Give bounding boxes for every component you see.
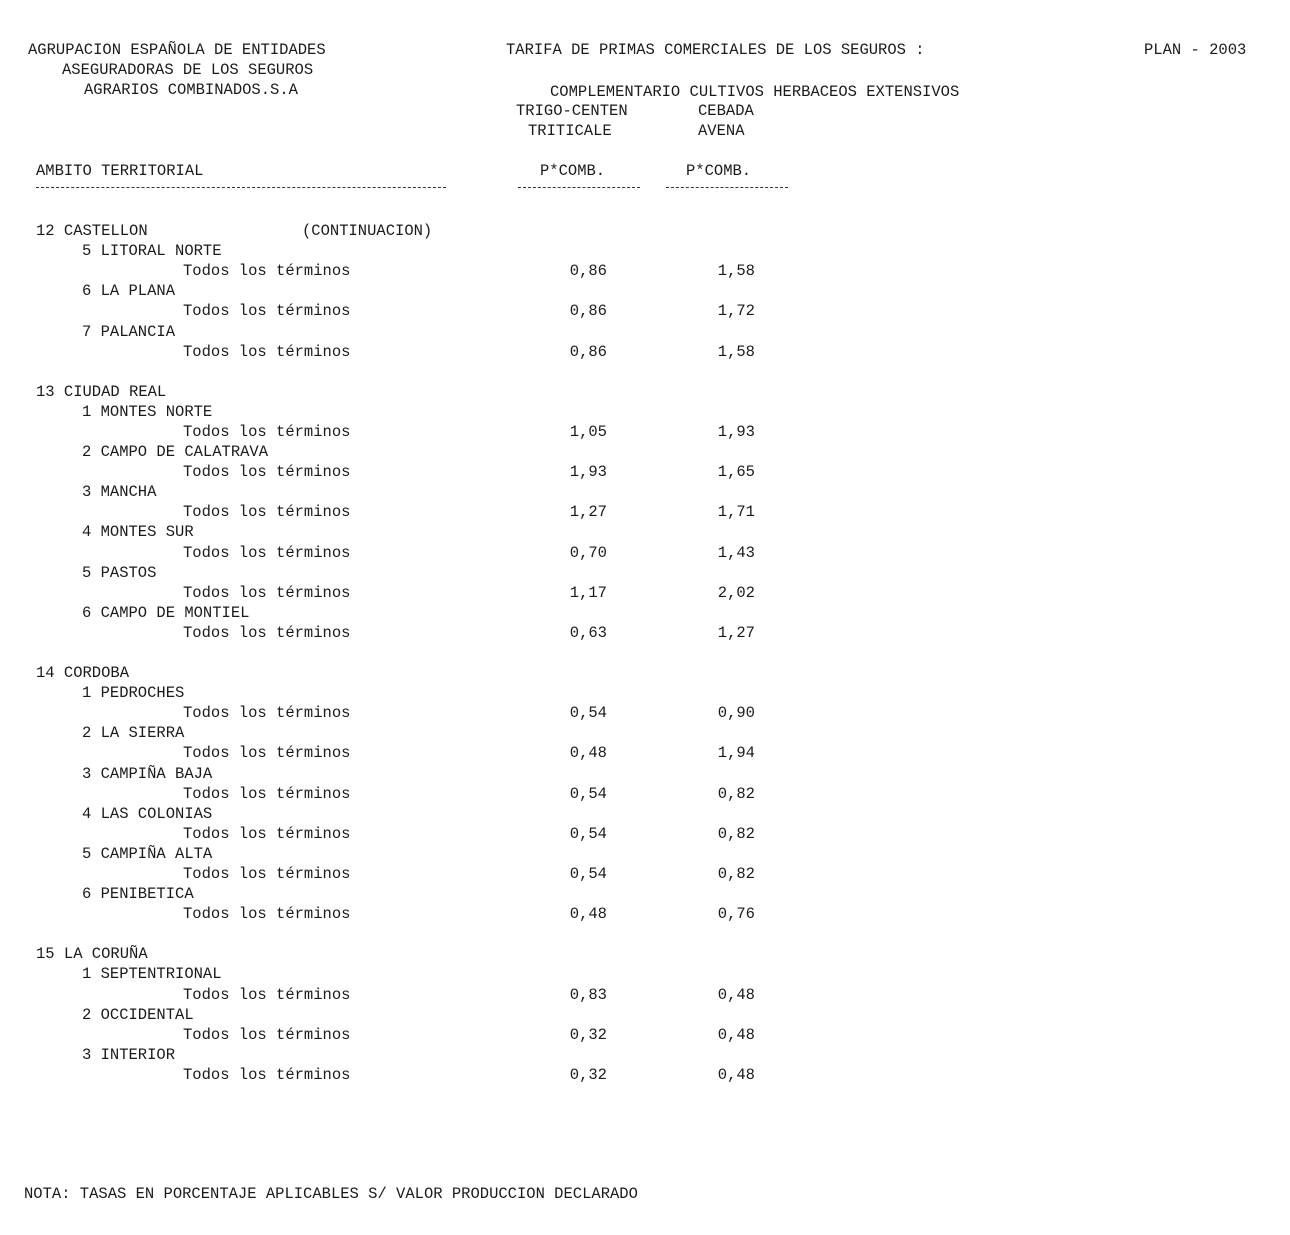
- comarca-row: [0, 1045, 1290, 1065]
- province-row: [0, 221, 1290, 241]
- plan-label: PLAN - 2003: [1144, 41, 1247, 59]
- comarca-row: [0, 764, 1290, 784]
- rate-cebada-value: 1,58: [717, 342, 755, 361]
- comarca-name: 1 MONTES NORTE: [82, 402, 213, 421]
- term-row: [0, 985, 1290, 1005]
- term-label: Todos los términos: [183, 463, 351, 482]
- term-row: [0, 462, 1290, 482]
- term-row: [0, 422, 1290, 442]
- term-label: Todos los términos: [183, 704, 351, 723]
- comarca-row: [0, 442, 1290, 462]
- term-label: Todos los términos: [183, 784, 351, 803]
- term-label: Todos los términos: [183, 985, 351, 1004]
- comarca-name: 6 PENIBETICA: [82, 885, 194, 904]
- rate-trigo-value: 1,17: [569, 583, 607, 602]
- comarca-name: 3 CAMPIÑA BAJA: [82, 764, 213, 783]
- term-label: Todos los términos: [183, 905, 351, 924]
- rate-trigo-value: 0,48: [569, 744, 607, 763]
- rate-cebada-value: 1,43: [717, 543, 755, 562]
- comarca-name: 2 LA SIERRA: [82, 724, 185, 743]
- comarca-name: 6 CAMPO DE MONTIEL: [82, 603, 250, 622]
- rate-cebada-value: 1,72: [717, 302, 755, 321]
- comarca-name: 7 PALANCIA: [82, 322, 176, 341]
- comarca-name: 3 INTERIOR: [82, 1045, 176, 1064]
- rate-trigo-value: 0,32: [569, 1065, 607, 1084]
- term-row: [0, 543, 1290, 563]
- rate-cebada-value: 0,48: [717, 1065, 755, 1084]
- rate-trigo-value: 0,54: [569, 824, 607, 843]
- comarca-row: [0, 683, 1290, 703]
- rate-cebada-value: 1,65: [717, 463, 755, 482]
- comarca-row: [0, 322, 1290, 342]
- org-name-line3: AGRARIOS COMBINADOS.S.A: [84, 81, 298, 99]
- term-row: [0, 824, 1290, 844]
- term-label: Todos los términos: [183, 583, 351, 602]
- term-row: [0, 261, 1290, 281]
- comarca-row: [0, 482, 1290, 502]
- comarca-name: 6 LA PLANA: [82, 282, 176, 301]
- comarca-name: 2 CAMPO DE CALATRAVA: [82, 443, 269, 461]
- col2-subheader: P*COMB.: [686, 162, 752, 180]
- term-label: Todos los términos: [183, 262, 351, 281]
- rate-cebada-value: 0,82: [717, 824, 755, 843]
- term-row: [0, 342, 1290, 362]
- rate-cebada-value: 1,58: [717, 262, 755, 281]
- comarca-row: [0, 402, 1290, 422]
- rate-cebada-value: 0,82: [717, 865, 755, 883]
- term-row: [0, 703, 1290, 723]
- comarca-row: [0, 603, 1290, 623]
- rate-cebada-value: 2,02: [717, 583, 755, 602]
- col1-underline: [518, 187, 640, 188]
- continuation-label: (CONTINUACION): [302, 222, 433, 240]
- rate-trigo-value: 0,32: [569, 1025, 607, 1044]
- rate-trigo-value: 0,83: [569, 985, 607, 1004]
- term-label: Todos los términos: [183, 422, 351, 441]
- rate-cebada-value: 0,82: [717, 784, 755, 803]
- term-label: Todos los términos: [183, 1065, 351, 1084]
- comarca-row: [0, 241, 1290, 261]
- rate-trigo-value: 0,48: [569, 905, 607, 924]
- rate-trigo-value: 0,54: [569, 865, 607, 883]
- term-row: [0, 502, 1290, 522]
- rate-cebada-value: 0,48: [717, 985, 755, 1004]
- term-label: Todos los términos: [183, 342, 351, 361]
- rate-trigo-value: 0,54: [569, 784, 607, 803]
- ambito-underline: [36, 187, 446, 188]
- rate-trigo-value: 0,86: [569, 262, 607, 281]
- term-row: [0, 864, 1290, 884]
- comarca-name: 1 SEPTENTRIONAL: [82, 965, 222, 984]
- term-label: Todos los términos: [183, 623, 351, 642]
- rate-cebada-value: 1,71: [717, 503, 755, 522]
- term-label: Todos los términos: [183, 824, 351, 843]
- term-label: Todos los términos: [183, 865, 351, 883]
- province-row: [0, 382, 1290, 402]
- province-row: [0, 944, 1290, 964]
- term-row: [0, 623, 1290, 643]
- term-row: [0, 301, 1290, 321]
- province-row: [0, 663, 1290, 683]
- col2-underline: [666, 187, 788, 188]
- rate-cebada-value: 1,93: [717, 422, 755, 441]
- rate-trigo-value: 1,05: [569, 422, 607, 441]
- rate-cebada-value: 0,48: [717, 1025, 755, 1044]
- province-name: 15 LA CORUÑA: [36, 945, 148, 964]
- comarca-name: 1 PEDROCHES: [82, 684, 185, 703]
- col1-header-line1: TRIGO-CENTEN: [516, 102, 628, 120]
- term-row: [0, 1065, 1290, 1085]
- rate-trigo-value: 0,63: [569, 623, 607, 642]
- col2-header-line1: CEBADA: [698, 102, 754, 120]
- rate-trigo-value: 0,86: [569, 342, 607, 361]
- org-name-line1: AGRUPACION ESPAÑOLA DE ENTIDADES: [28, 41, 326, 59]
- footer-note: NOTA: TASAS EN PORCENTAJE APLICABLES S/ VALOR PRODUCCION DECLARADO: [24, 1185, 638, 1203]
- rate-trigo-value: 1,93: [569, 463, 607, 482]
- rate-cebada-value: 0,90: [717, 704, 755, 723]
- comarca-name: 5 PASTOS: [82, 563, 157, 582]
- comarca-row: [0, 884, 1290, 904]
- rate-trigo-value: 0,70: [569, 543, 607, 562]
- term-label: Todos los términos: [183, 744, 351, 763]
- rate-trigo-value: 1,27: [569, 503, 607, 522]
- rate-cebada-value: 0,76: [717, 905, 755, 924]
- comarca-row: [0, 844, 1290, 864]
- comarca-name: 5 LITORAL NORTE: [82, 242, 222, 261]
- document-title: TARIFA DE PRIMAS COMERCIALES DE LOS SEGUROS :: [506, 41, 925, 59]
- term-row: [0, 904, 1290, 924]
- comarca-name: 2 OCCIDENTAL: [82, 1005, 194, 1024]
- rate-trigo-value: 0,54: [569, 704, 607, 723]
- term-row: [0, 1025, 1290, 1045]
- comarca-name: 3 MANCHA: [82, 483, 157, 502]
- term-row: [0, 784, 1290, 804]
- comarca-name: 4 MONTES SUR: [82, 523, 194, 542]
- comarca-row: [0, 723, 1290, 743]
- term-label: Todos los términos: [183, 1025, 351, 1044]
- rate-cebada-value: 1,94: [717, 744, 755, 763]
- document-subtitle: COMPLEMENTARIO CULTIVOS HERBACEOS EXTENSIVOS: [550, 83, 960, 101]
- comarca-name: 4 LAS COLONIAS: [82, 804, 213, 823]
- comarca-row: [0, 563, 1290, 583]
- comarca-name: 5 CAMPIÑA ALTA: [82, 844, 213, 863]
- comarca-row: [0, 281, 1290, 301]
- province-name: 13 CIUDAD REAL: [36, 382, 167, 401]
- comarca-row: [0, 1005, 1290, 1025]
- term-row: [0, 743, 1290, 763]
- comarca-row: [0, 522, 1290, 542]
- province-name: 14 CORDOBA: [36, 664, 130, 682]
- term-row: [0, 583, 1290, 603]
- ambito-header: AMBITO TERRITORIAL: [36, 162, 204, 180]
- term-label: Todos los términos: [183, 302, 351, 321]
- term-label: Todos los términos: [183, 543, 351, 562]
- province-name: 12 CASTELLON: [36, 222, 148, 240]
- org-name-line2: ASEGURADORAS DE LOS SEGUROS: [62, 61, 314, 79]
- comarca-row: [0, 964, 1290, 984]
- rate-cebada-value: 1,27: [717, 623, 755, 642]
- col1-header-line2: TRITICALE: [528, 122, 612, 140]
- col1-subheader: P*COMB.: [540, 162, 606, 180]
- rate-trigo-value: 0,86: [569, 302, 607, 321]
- col2-header-line2: AVENA: [698, 122, 745, 140]
- comarca-row: [0, 804, 1290, 824]
- term-label: Todos los términos: [183, 503, 351, 522]
